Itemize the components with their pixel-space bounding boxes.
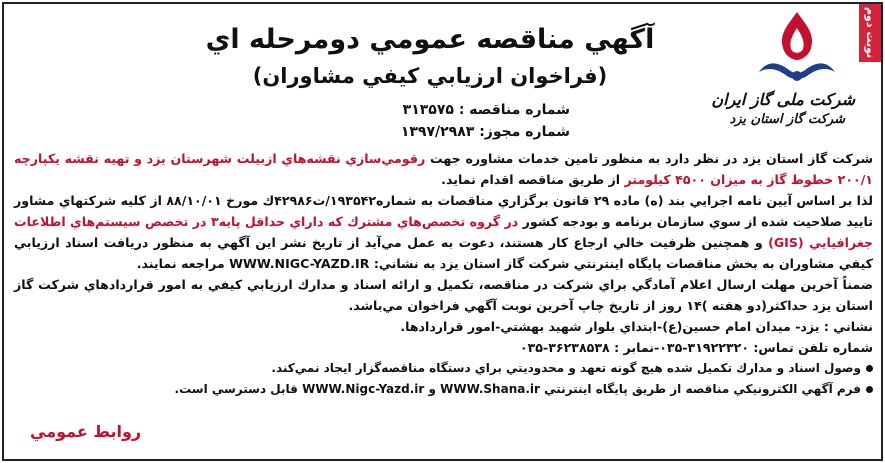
website-link[interactable]: WWW.NIGC-YAZD.IR: [229, 256, 370, 271]
invitation-tail: مراجعه نمايند.: [136, 256, 230, 271]
bullet-dot-icon: [866, 365, 873, 372]
bullet-2-text: فرم آگهي الكترونيكي مناقصه از طريق پايگاه اينترنتي: [539, 382, 861, 396]
permit-number-line: [330, 124, 570, 140]
bullet-note-1: [14, 358, 873, 379]
shana-link[interactable]: WWW.Shana.ir: [440, 382, 540, 396]
paragraph-deadline: ضمناً آخرين مهلت ارسال اعلام آمادگي براي شركت در مناقصه، تكميل و ارائه اسناد و مدارك ارزيابي كيفي به امور قراردادهاي شركت گاز استان يزد حداكثر(دو هفته )۱۴ روز از تاريخ چاپ آخرين نوبت آگهي فراخوان مي‌باشد.: [14, 277, 873, 313]
invitation-text: لذا بر اساس آيين نامه اجرايي بند (ه) ماده ۲۹ قانون برگزاري مناقصات به شماره۱۹۳۵۴۲/ت۴۲۹۸۶ك مورخ ۸۸/۱۰/۰۱ از كليه شركتهاي مشاور تاييد صلاحيت شده از سوي سازمان برنامه و بودجه كشور: [14, 193, 874, 229]
bullet-2-conj: و: [424, 382, 441, 396]
permit-number-label: شماره مجوز:: [479, 124, 570, 140]
project-highlight: رقومي‌سازي نقشه‌هاي ازبيلت شهرستان يزد و تهيه نقشه يكپارچه ۲۰۰/۱ خطوط گاز به ميزان ۴۵۰۰ كيلومتر: [14, 151, 873, 187]
company-name: شرکت ملی گاز ایران: [711, 90, 855, 109]
tender-number: ۳۱۳۵۷۵: [402, 102, 454, 118]
ad-body: [14, 148, 873, 400]
qualification-highlight: در گروه تخصص‌هاي مشترك كه داراي حداقل پايه۳ در تخصص سيستم‌هاي اطلاعات جغرافيايي (GIS): [14, 214, 874, 250]
permit-number: ۱۳۹۷/۲۹۸۳: [400, 124, 475, 140]
paragraph-purpose: [14, 148, 873, 190]
bullet-2-tail: قابل دسترسي است.: [174, 382, 303, 396]
bullet-1-text: وصول اسناد و مدارك تكميل شده هيچ گونه تعهد و محدوديتي براي دستگاه مناقصه‌گزار ايجاد نمي‌كند.: [271, 361, 861, 375]
phone-line: شماره تلفن تماس: ۳۱۹۲۲۳۲۰-۰۳۵-نمابر : ۳۶۲۳۸۵۳۸-۰۳۵: [519, 340, 873, 355]
paragraph-invitation: [14, 190, 873, 274]
invitation-mid: و همچنين ظرفيت خالي ارجاع كار هستند، دعوت به عمل مي‌آيد از تاريخ نشر اين آگهي به منظور دريافت اسناد ارزيابي كيفي مشاوران به بخش مناقصات پايگاه اينترنتي شركت گاز استان يزد به نشاني:: [14, 235, 873, 271]
bullet-dot-icon: [866, 386, 873, 393]
purpose-text: شركت گاز استان يزد در نظر دارد به منظور تامين خدمات مشاوره جهت: [425, 151, 873, 166]
tender-number-line: [330, 102, 570, 118]
address-line: نشاني : يزد- ميدان امام حسين(ع)-ابتداي بلوار شهيد بهشتي-امور قراردادها.: [400, 319, 873, 334]
tender-number-label: شماره مناقصه :: [458, 102, 570, 118]
ad-subtitle: (فراخوان ارزيابي كيفي مشاوران): [252, 64, 608, 88]
edition-badge: نوبت دوم: [859, 4, 881, 62]
nigc-yazd-link[interactable]: WWW.Nigc-Yazd.ir: [302, 382, 425, 396]
gas-flame-logo-icon: [749, 8, 845, 86]
public-relations-signature: روابط عمومي: [30, 422, 142, 441]
bullet-note-2: [14, 379, 873, 400]
ad-title: آگهي مناقصه عمومي دومرحله اي: [205, 24, 655, 55]
purpose-tail: از طريق مناقصه اقدام نمايد.: [441, 172, 625, 187]
company-subsidiary: شرکت گاز استان یزد: [729, 112, 845, 127]
